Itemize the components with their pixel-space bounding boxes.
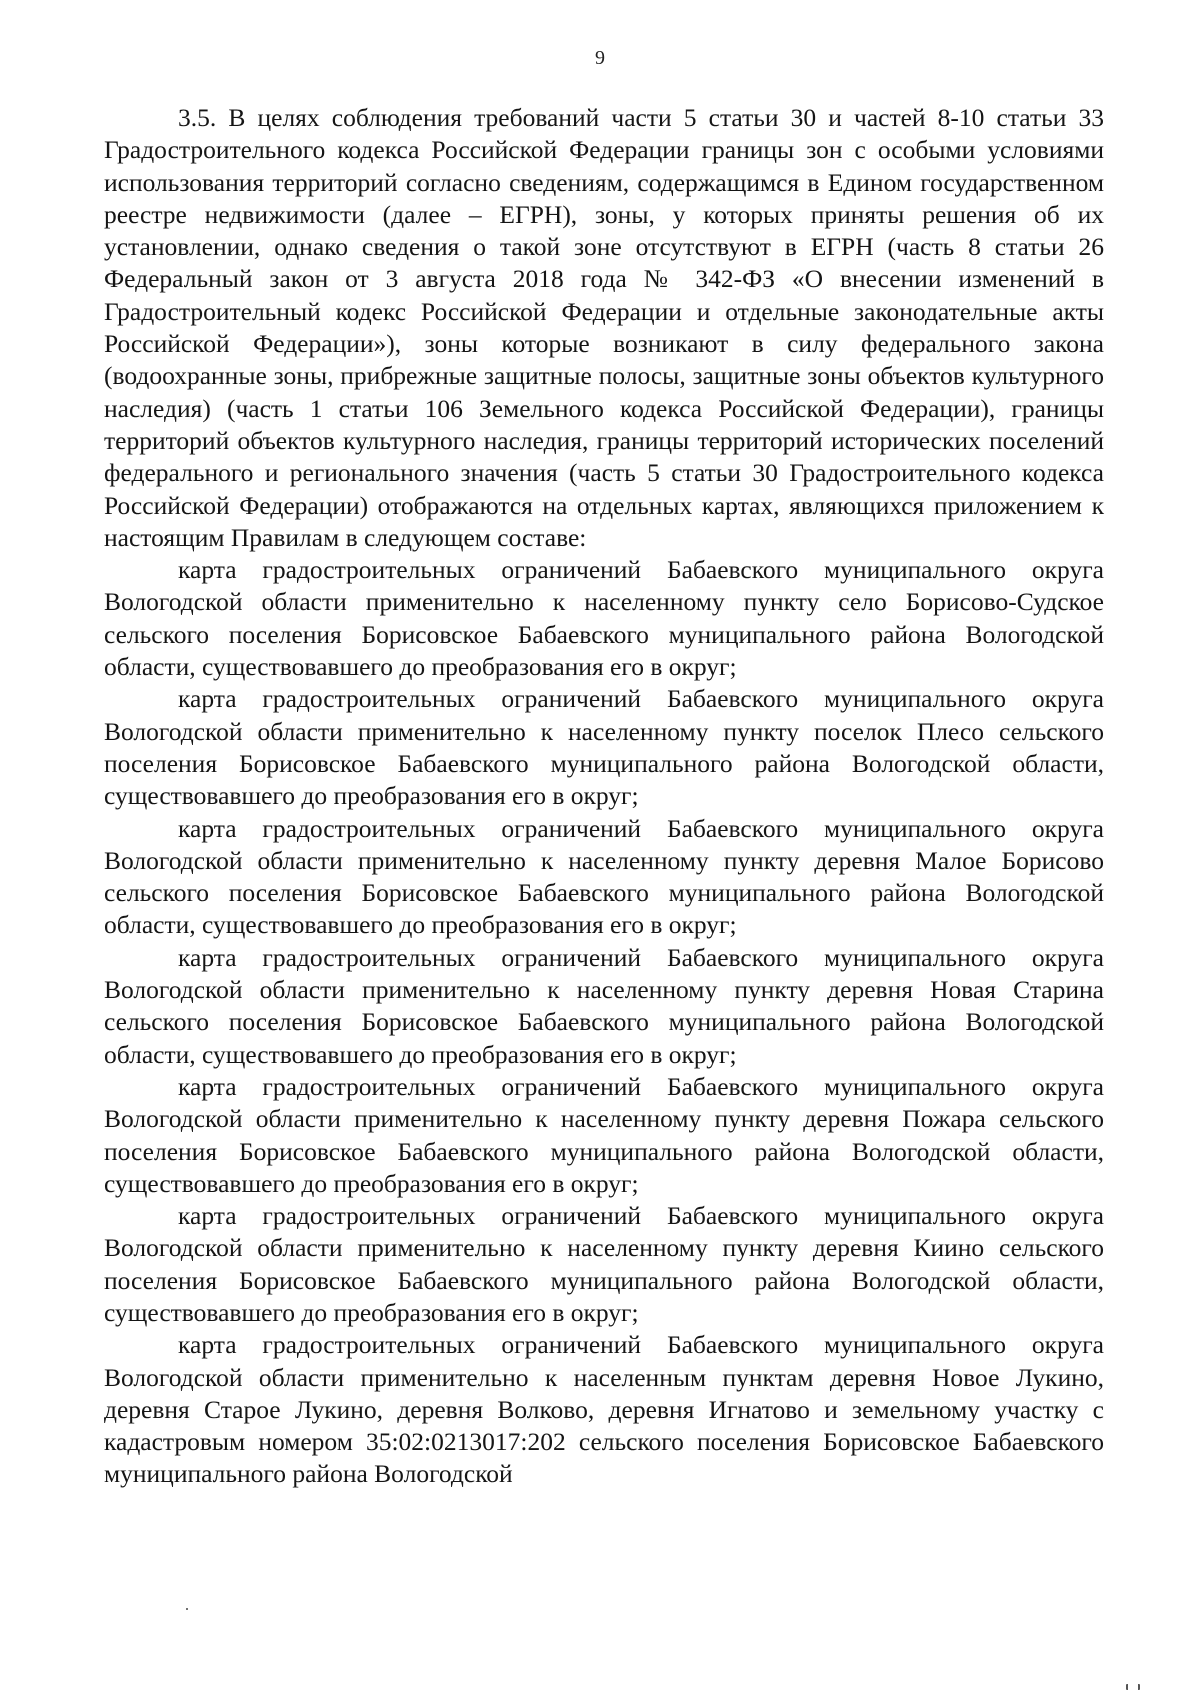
list-item-map-kiino: карта градостроительных ограничений Бабаевского муниципального округа Вологодской области применительно к населенному пункту деревня Киино сельского поселения Борисовское Бабаевского муниципального района Вологодской области, существовавшего до преобразования его в округ; bbox=[104, 1201, 1104, 1327]
page-number: 9 bbox=[595, 47, 605, 69]
list-item-map-maloe-borisovo: карта градостроительных ограничений Бабаевского муниципального округа Вологодской области применительно к населенному пункту деревня Малое Борисово сельского поселения Борисовское Бабаевского муниципального района Вологодской области, существовавшего до преобразования его в округ; bbox=[104, 813, 1104, 940]
list-item-map-lukino-group: карта градостроительных ограничений Бабаевского муниципального округа Вологодской области применительно к населенным пунктам деревня Новое Лукино, деревня Старое Лукино, деревня Волково, деревня Игнатово и земельному участку с кадастровым номером 35:02:0213017:202 сельского поселения Борисовское Бабаевского муниципального района Вологодской bbox=[104, 1330, 1104, 1489]
scan-edge-mark bbox=[1126, 1684, 1140, 1690]
list-item-map-pleso: карта градостроительных ограничений Бабаевского муниципального округа Вологодской области применительно к населенному пункту поселок Плесо сельского поселения Борисовское Бабаевского муниципального района Вологодской области, существовавшего до преобразования его в округ; bbox=[104, 684, 1104, 811]
list-item-map-borisovo-sudskoe: карта градостроительных ограничений Бабаевского муниципального округа Вологодской области применительно к населенному пункту село Борисово-Судское сельского поселения Борисовское Бабаевского муниципального района Вологодской области, существовавшего до преобразования его в округ; bbox=[104, 555, 1104, 682]
list-item-map-pozhara: карта градостроительных ограничений Бабаевского муниципального округа Вологодской области применительно к населенному пункту деревня Пожара сельского поселения Борисовское Бабаевского муниципального района Вологодской области, существовавшего до преобразования его в округ; bbox=[104, 1071, 1104, 1198]
document-body bbox=[104, 102, 1104, 1491]
list-item-map-novaya-starina: карта градостроительных ограничений Бабаевского муниципального округа Вологодской области применительно к населенному пункту деревня Новая Старина сельского поселения Борисовское Бабаевского муниципального района Вологодской области, существовавшего до преобразования его в округ; bbox=[104, 942, 1104, 1069]
scan-dust-mark bbox=[186, 1608, 188, 1610]
paragraph-3-5: 3.5. В целях соблюдения требований части 5 статьи 30 и частей 8-10 статьи 33 Градостроительного кодекса Российской Федерации границы зон с особыми условиями использования территорий согласно сведениям, содержащимся в Едином государственном реестре недвижимости (далее – ЕГРН), зоны, у которых приняты решения об их установлении, однако сведения о такой зоне отсутствуют в ЕГРН (часть 8 статьи 26 Федеральный закон от 3 августа 2018 года № 342-ФЗ «О внесении изменений в Градостроительный кодекс Российской Федерации и отдельные законодательные акты Российской Федерации»), зоны которые возникают в силу федерального закона (водоохранные зоны, прибрежные защитные полосы, защитные зоны объектов культурного наследия) (часть 1 статьи 106 Земельного кодекса Российской Федерации), границы территорий объектов культурного наследия, границы территорий исторических поселений федерального и регионального значения (часть 5 статьи 30 Градостроительного кодекса Российской Федерации) отображаются на отдельных картах, являющихся приложением к настоящим Правилам в следующем составе: bbox=[104, 103, 1104, 552]
